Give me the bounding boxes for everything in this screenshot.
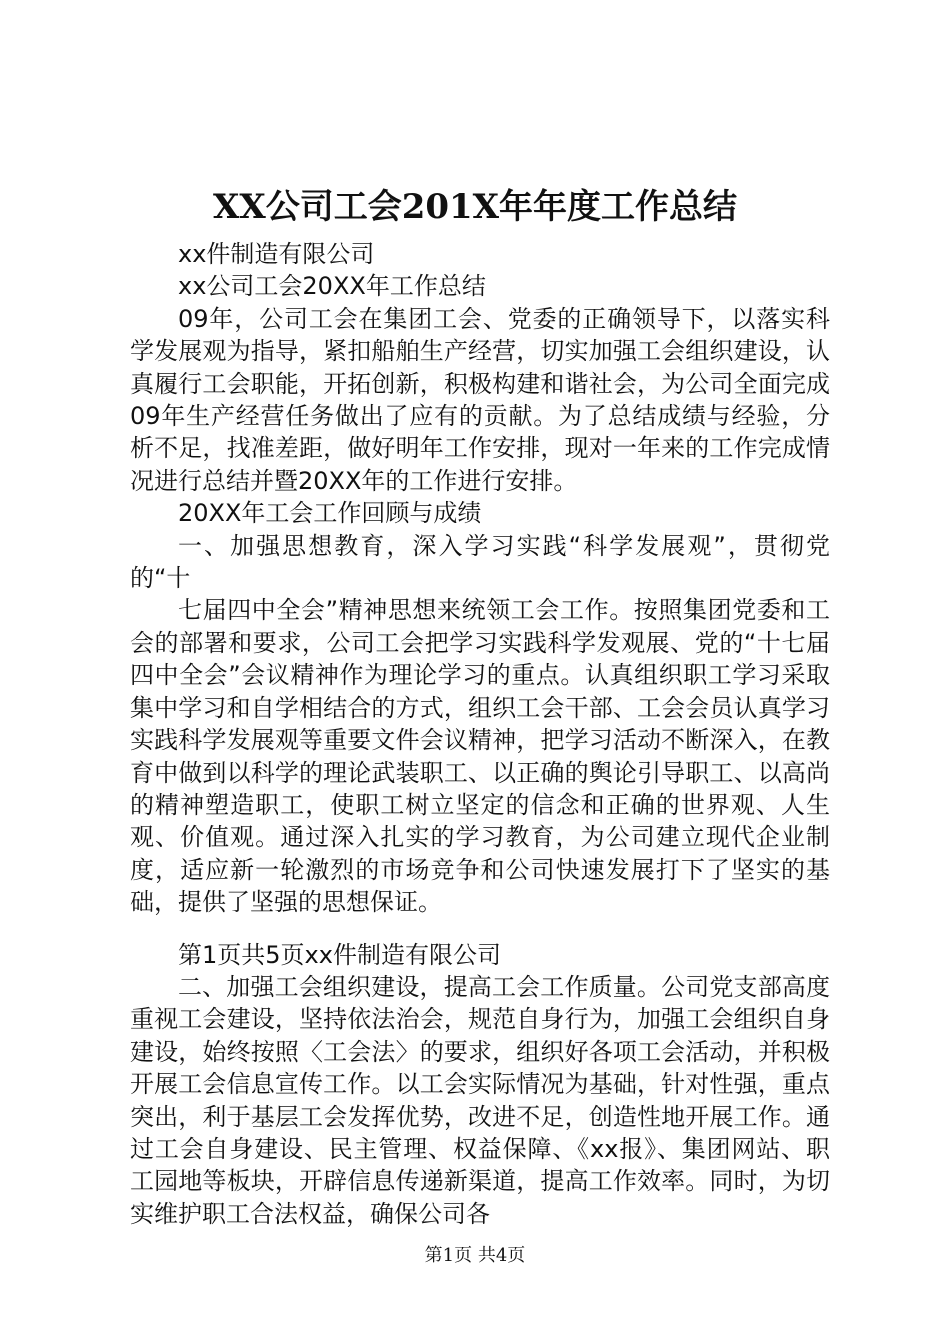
inline-page-marker: 第1页共5页xx件制造有限公司 bbox=[178, 940, 501, 969]
page-number-footer: 第1页 共4页 bbox=[424, 1245, 526, 1266]
report-subtitle-line: xx公司工会20XX年工作总结 bbox=[178, 272, 486, 301]
item-two-paragraph: 二、加强工会组织建设，提高工会工作质量。公司党支部高度重视工会建设，坚持依法治会，规范自身行为，加强工会组织自身建设，始终按照〈工会法〉的要求，组织好各项工会活动，并积极开展工会信息宣传工作。以工会实际情况为基础，针对性强，重点突出，利于基层工会发挥优势，改进不足，创造性地开展工作。通过工会自身建设、民主管理、权益保障、《xx报》、集团网站、职工园地等板块，开辟信息传递新渠道，提高工作效率。同时，为切实维护职工合法权益，确保公司各 bbox=[130, 972, 830, 1228]
item-one-paragraph: 七届四中全会”精神思想来统领工会工作。按照集团党委和工会的部署和要求，公司工会把学习实践科学发观展、党的“十七届四中全会”会议精神作为理论学习的重点。认真组织职工学习采取集中学习和自学相结合的方式，组织工会干部、工会会员认真学习实践科学发展观等重要文件会议精神，把学习活动不断深入，在教育中做到以科学的理论武装职工、以正确的舆论引导职工、以高尚的精神塑造职工，使职工树立坚定的信念和正确的世界观、人生观、价值观。通过深入扎实的学习教育，为公司建立现代企业制度，适应新一轮激烈的市场竞争和公司快速发展打下了坚实的基础，提供了坚强的思想保证。 bbox=[130, 596, 830, 917]
paragraph-gap bbox=[130, 919, 830, 939]
item-one-heading: 一、加强思想教育，深入学习实践“科学发展观”，贯彻党的“十 bbox=[130, 531, 830, 593]
company-name-line: xx件制造有限公司 bbox=[178, 240, 375, 268]
intro-paragraph: 09年，公司工会在集团工会、党委的正确领导下，以落实科学发展观为指导，紧扣船舶生产经营，切实加强工会组织建设，认真履行工会职能，开拓创新，积极构建和谐社会，为公司全面完成09年生产经营任务做出了应有的贡献。为了总结成绩与经验，分析不足，找准差距，做好明年工作安排，现对一年来的工作完成情况进行总结并暨20XX年的工作进行安排。 bbox=[130, 304, 830, 495]
section-heading: 20XX年工会工作回顾与成绩 bbox=[178, 499, 482, 528]
document-title: XX公司工会201X年年度工作总结 bbox=[212, 187, 738, 227]
document-body bbox=[130, 238, 830, 1230]
